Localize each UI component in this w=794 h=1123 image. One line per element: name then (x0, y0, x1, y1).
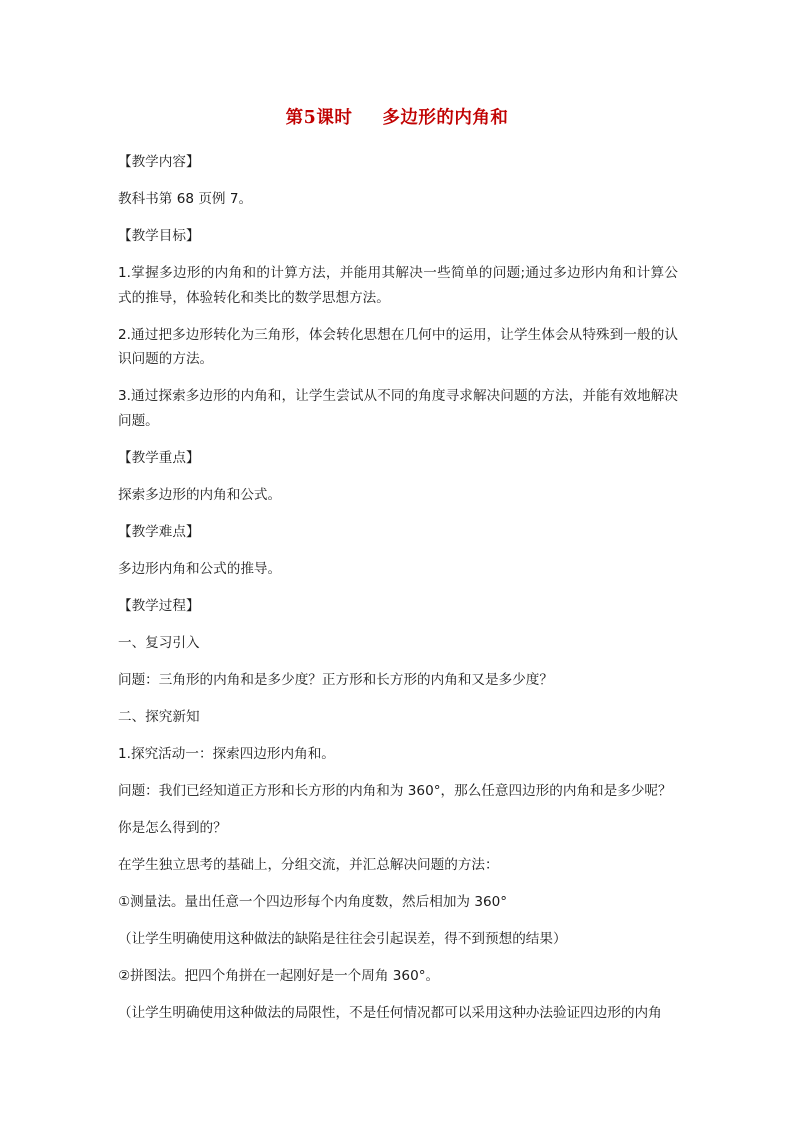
lesson-topic: 多边形的内角和 (382, 108, 509, 128)
paragraph: 一、复习引入 (118, 634, 200, 651)
paragraph: 多边形内角和公式的推导。 (118, 560, 282, 577)
paragraph: 探索多边形的内角和公式。 (118, 486, 282, 503)
page-title (0, 104, 794, 129)
paragraph: ②拼图法。把四个角拼在一起刚好是一个周角 360°。 (118, 967, 440, 984)
paragraph: 2.通过把多边形转化为三角形，体会转化思想在几何中的运用，让学生体会从特殊到一般的认识问题的方法。 (118, 326, 678, 367)
paragraph: ①测量法。量出任意一个四边形每个内角度数，然后相加为 360° (118, 893, 508, 910)
paragraph: 在学生独立思考的基础上，分组交流，并汇总解决问题的方法： (118, 856, 499, 873)
section-heading: 【教学过程】 (118, 597, 200, 614)
paragraph: （让学生明确使用这种做法的局限性，不是任何情况都可以采用这种办法验证四边形的内角 (118, 1004, 662, 1021)
section-heading: 【教学难点】 (118, 523, 200, 540)
paragraph: 3.通过探索多边形的内角和，让学生尝试从不同的角度寻求解决问题的方法，并能有效地解决问题。 (118, 388, 678, 429)
paragraph: 教科书第 68 页例 7。 (118, 191, 253, 207)
paragraph: （让学生明确使用这种做法的缺陷是往往会引起误差，得不到预想的结果） (118, 930, 567, 947)
paragraph: 问题：三角形的内角和是多少度？正方形和长方形的内角和又是多少度？ (118, 671, 553, 688)
paragraph: 1.掌握多边形的内角和的计算方法，并能用其解决一些简单的问题;通过多边形内角和计算公式的推导，体验转化和类比的数学思想方法。 (118, 265, 678, 306)
section-heading: 【教学内容】 (118, 154, 200, 170)
paragraph: 二、探究新知 (118, 708, 200, 725)
paragraph: 问题：我们已经知道正方形和长方形的内角和为 360°，那么任意四边形的内角和是多少呢？ (118, 782, 672, 799)
paragraph: 你是怎么得到的？ (118, 819, 227, 836)
section-heading: 【教学目标】 (118, 228, 200, 244)
paragraph: 1.探究活动一：探索四边形内角和。 (118, 745, 335, 762)
lesson-number: 第5课时 (285, 108, 353, 128)
section-heading: 【教学重点】 (118, 449, 200, 466)
document-body (118, 150, 678, 1038)
